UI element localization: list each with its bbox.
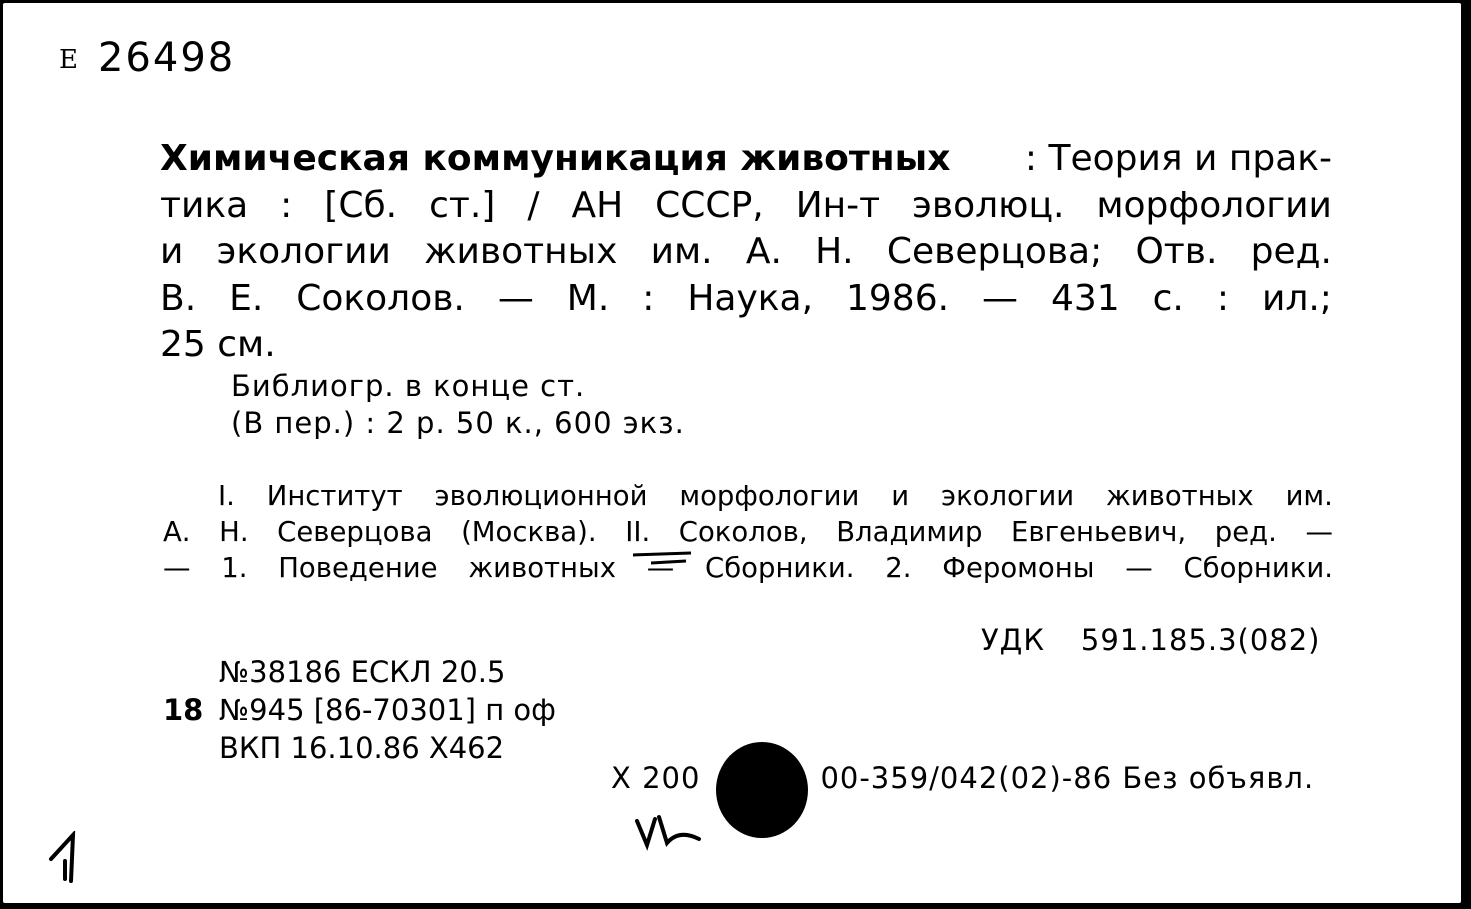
chamber-code: ВКП 16.10.86 X462 [219,731,505,765]
description-text: : Теория и прак- [1024,138,1332,179]
inventory-prefix: Е [59,45,80,75]
subject-line-3: — 1. Поведение животных — Сборники. 2. Феромоны — Сборники. [163,552,1333,584]
ink-blot [716,742,808,838]
bibliographic-description [160,136,1332,369]
description-line-1 [160,136,1332,183]
order-details: №945 [86-70301] п оф [219,693,556,727]
print-number: 18 [163,693,204,727]
subject-line-1: I. Институт эволюционной морфологии и экологии животных им. [218,480,1333,512]
subject-headings [163,478,1333,586]
title: Химическая коммуникация животных [160,138,951,179]
order-number: №38186 ЕСКЛ 20.5 [219,655,506,689]
description-line-5: 25 см. [160,324,276,365]
handwritten-initials [633,809,713,854]
inventory-number [59,35,235,81]
technical-data [163,653,556,767]
code-end: 00-359/042(02)-86 Без объявл. [820,761,1315,795]
description-line-4: В. Е. Соколов. — М. : Наука, 1986. — 431 с. : ил.; [160,277,1332,319]
price-note: (В пер.) : 2 р. 50 к., 600 экз. [231,406,685,440]
catalog-card [3,3,1461,903]
inventory-digits: 26498 [97,35,236,81]
pen-stroke-mark [631,543,701,573]
subject-line-2: А. Н. Северцова (Москва). II. Соколов, Владимир Евгеньевич, ред. — [163,516,1333,548]
code-start: Х 200 [611,761,701,795]
udc-value: 591.185.3(082) [1080,623,1321,657]
notes [231,368,685,442]
bibliography-note: Библиогр. в конце ст. [231,369,586,403]
udc-label: УДК [981,623,1045,657]
udc-code [981,623,1321,657]
description-line-2: тика : [Сб. ст.] / АН СССР, Ин-т эволюц. морфологии [160,184,1332,226]
handwritten-number-1 [45,831,95,887]
description-line-3: и экологии животных им. А. Н. Северцова; Отв. ред. [160,231,1332,272]
